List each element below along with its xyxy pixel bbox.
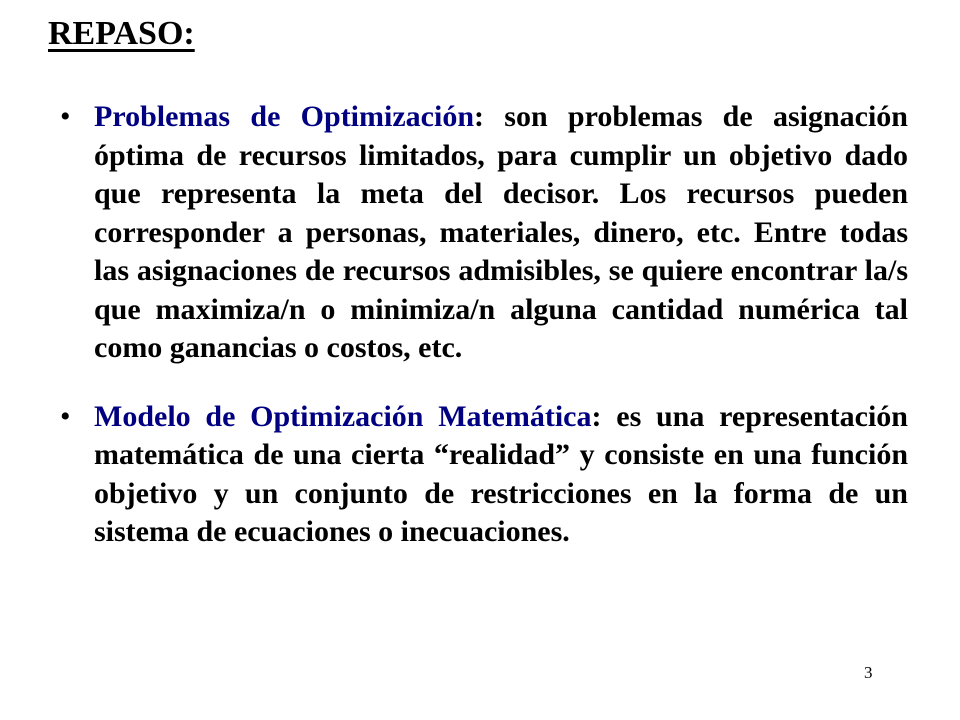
page-number: 3 — [864, 663, 873, 682]
definition-optimization-model: : es una representación matemática de una cierta “realidad” y consiste en una función objetivo y un conjunto de restricciones en la forma de un sistema de ecuaciones o inecuaciones. — [94, 399, 908, 548]
term-optimization-problems: Problemas de Optimización — [94, 100, 474, 133]
definition-optimization-problems: : son problemas de asignación óptima de recursos limitados, para cumplir un objetivo dado que representa la meta del decisor. Los recursos pueden corresponder a personas, materiales, dinero, etc. Entre todas las asignaciones de recursos admisibles, se quiere encontrar la/s que maximiza/n o minimiza/n alguna cantidad numérica tal como ganancias o costos, etc. — [94, 100, 908, 364]
term-optimization-model: Modelo de Optimización Matemática — [94, 399, 592, 433]
bullet-optimization-problems — [60, 98, 908, 368]
bullet-optimization-model — [60, 398, 908, 552]
bullet-list — [60, 98, 908, 582]
slide-title: REPASO: — [48, 15, 195, 52]
